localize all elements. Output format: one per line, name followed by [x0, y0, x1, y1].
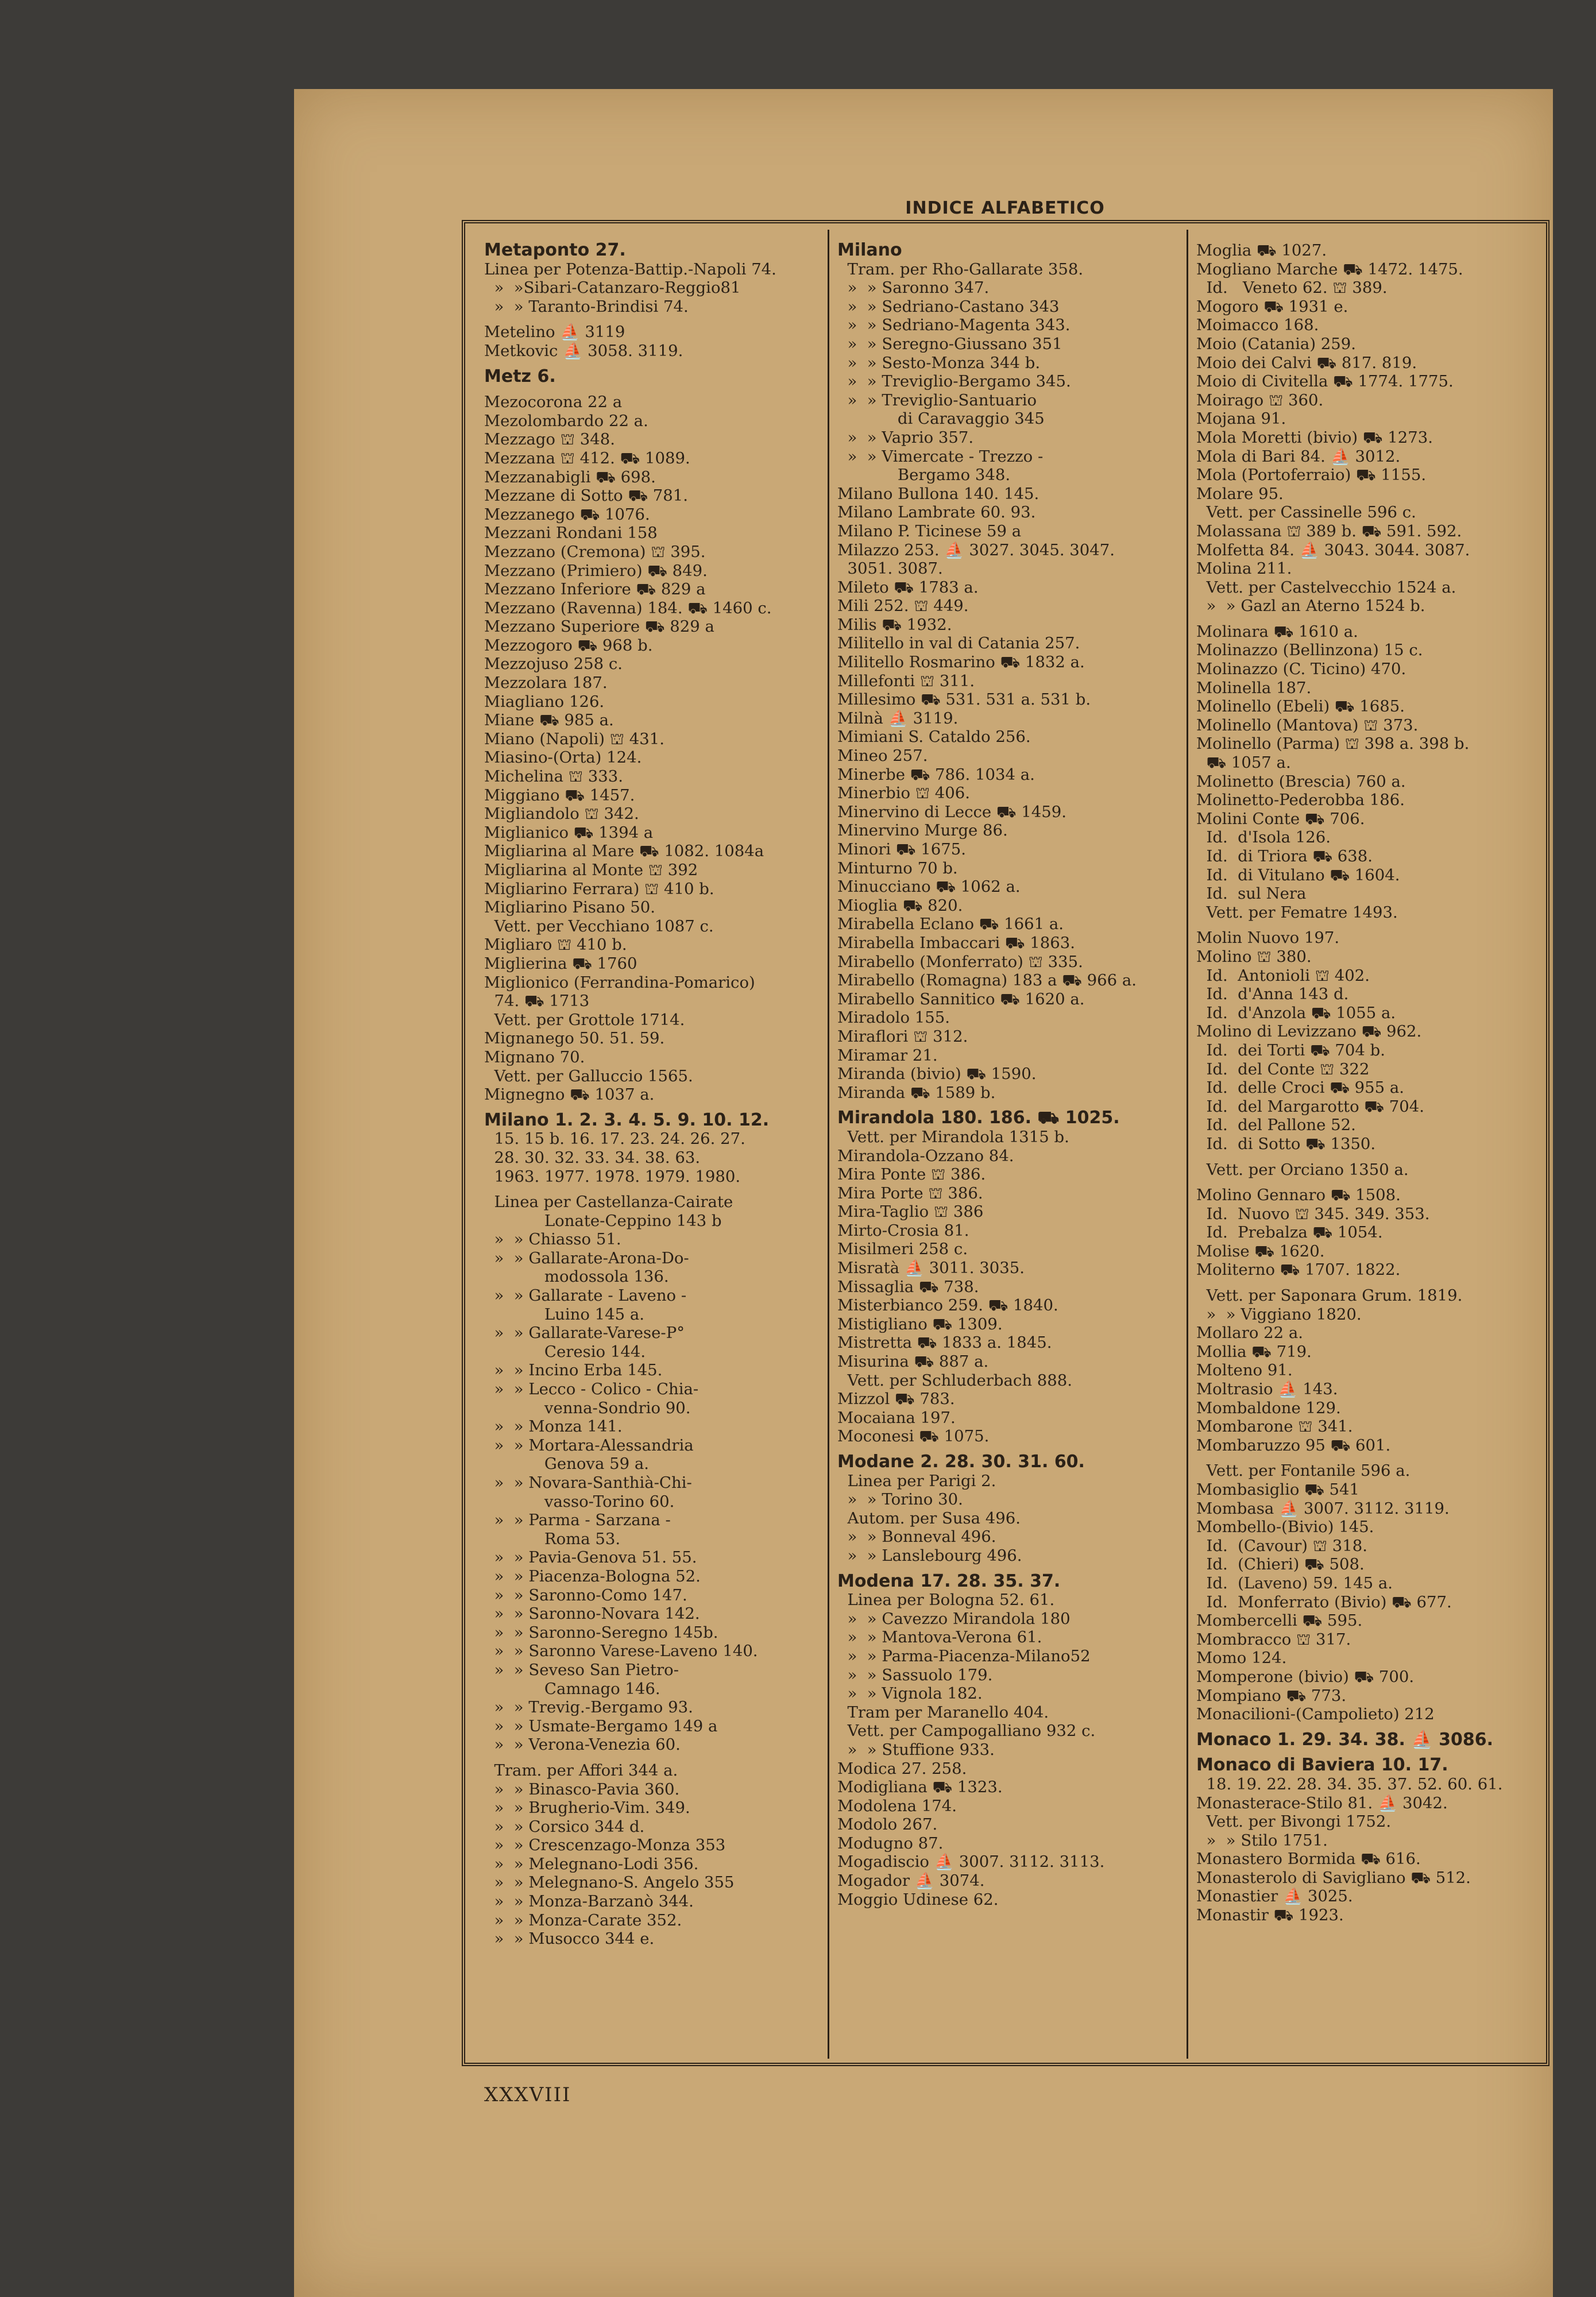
index-entry: Miglianico ⛟ 1394 a [484, 823, 654, 842]
index-heading: Modane 2. 28. 30. 31. 60. [837, 1452, 1085, 1472]
index-entry: Militello in val di Catania 257. [837, 634, 1080, 653]
index-entry: Id. Nuovo ⛫ 345. 349. 353. [1196, 1204, 1430, 1223]
index-entry: Molinara ⛟ 1610 a. [1196, 622, 1358, 641]
index-entry: » » Seveso San Pietro- [484, 1660, 679, 1679]
index-entry: Mombello-(Bivio) 145. [1196, 1518, 1374, 1537]
index-heading: Metaponto 27. [484, 241, 626, 260]
index-entry: Miranda (bivio) ⛟ 1590. [837, 1065, 1037, 1084]
index-entry: Lonate-Ceppino 143 b [484, 1211, 722, 1230]
index-entry: Miramar 21. [837, 1046, 938, 1065]
index-entry: Mira Porte ⛫ 386. [837, 1184, 983, 1202]
index-entry: Milnà ⛵ 3119. [837, 709, 959, 728]
index-entry: Mola (Portoferraio) ⛟ 1155. [1196, 466, 1427, 485]
index-heading: Mirandola 180. 186. ⛟ 1025. [837, 1108, 1120, 1128]
index-heading: Metz 6. [484, 366, 556, 386]
index-entry: » » Binasco-Pavia 360. [484, 1780, 680, 1799]
index-entry: Molinello (Mantova) ⛫ 373. [1196, 716, 1419, 734]
index-entry: Minerbe ⛟ 786. 1034 a. [837, 765, 1035, 784]
index-entry: Linea per Potenza-Battip.-Napoli 74. [484, 260, 776, 279]
index-entry: 15. 15 b. 16. 17. 23. 24. 26. 27. [484, 1130, 745, 1148]
index-entry: Mezocorona 22 a [484, 393, 623, 412]
index-entry: Moliterno ⛟ 1707. 1822. [1196, 1260, 1401, 1279]
index-entry: Miane ⛟ 985 a. [484, 711, 614, 730]
index-entry: » »Sibari-Catanzaro-Reggio81 [484, 279, 741, 297]
index-column-1 [484, 241, 820, 2056]
index-entry: Id. delle Croci ⛟ 955 a. [1196, 1078, 1405, 1097]
index-entry: Mira Ponte ⛫ 386. [837, 1165, 986, 1184]
index-entry: Tram. per Affori 344 a. [484, 1761, 678, 1780]
index-entry: » » Mortara-Alessandria [484, 1436, 694, 1455]
index-entry: Mioglia ⛟ 820. [837, 896, 963, 915]
index-entry: Id. del Margarotto ⛟ 704. [1196, 1097, 1424, 1116]
index-entry: Metelino ⛵ 3119 [484, 323, 625, 342]
index-entry: Mombasiglio ⛟ 541 [1196, 1480, 1360, 1499]
index-entry: Molfetta 84. ⛵ 3043. 3044. 3087. [1196, 540, 1470, 559]
index-entry: » » Saronno-Como 147. [484, 1586, 687, 1604]
index-entry: » » Novara-Santhià-Chi- [484, 1474, 692, 1492]
index-entry: Tram. per Rho-Gallarate 358. [837, 260, 1084, 279]
index-entry: Migliarina al Mare ⛟ 1082. 1084a [484, 842, 764, 861]
index-entry: Vett. per Galluccio 1565. [484, 1066, 693, 1085]
index-entry: Molin Nuovo 197. [1196, 929, 1340, 948]
index-entry: Moio (Catania) 259. [1196, 334, 1357, 353]
index-entry: Mompiano ⛟ 773. [1196, 1686, 1347, 1705]
index-entry: » » Corsico 344 d. [484, 1817, 645, 1836]
index-entry: Metkovic ⛵ 3058. 3119. [484, 341, 683, 360]
index-entry: 74. ⛟ 1713 [484, 992, 590, 1011]
index-entry: » » Taranto-Brindisi 74. [484, 297, 689, 316]
index-entry: Id. d'Anna 143 d. [1196, 985, 1349, 1004]
index-entry: Minervino Murge 86. [837, 821, 1008, 840]
index-entry: Molino ⛫ 380. [1196, 947, 1312, 966]
index-entry: Molinetto (Brescia) 760 a. [1196, 772, 1406, 791]
index-entry: Mezolombardo 22 a. [484, 411, 648, 430]
index-entry: Vett. per Saponara Grum. 1819. [1196, 1286, 1463, 1305]
index-entry: Miranda ⛟ 1589 b. [837, 1083, 996, 1102]
index-entry: » » Seregno-Giussano 351 [837, 334, 1062, 353]
index-entry: Migliarino Pisano 50. [484, 898, 656, 917]
index-entry: Mombasa ⛵ 3007. 3112. 3119. [1196, 1499, 1450, 1518]
index-entry: Monacilioni-(Campolieto) 212 [1196, 1705, 1435, 1724]
index-entry: Miglierina ⛟ 1760 [484, 954, 637, 973]
index-entry: Bergamo 348. [837, 466, 1011, 485]
index-entry: Mirabello (Monferrato) ⛫ 335. [837, 952, 1083, 971]
index-entry: » » Trevig.-Bergamo 93. [484, 1698, 693, 1717]
index-entry: Id. Monferrato (Bivio) ⛟ 677. [1196, 1592, 1452, 1611]
index-entry: Molteno 91. [1196, 1361, 1293, 1380]
index-entry: Id. Prebalza ⛟ 1054. [1196, 1223, 1383, 1242]
index-entry: Mezzago ⛫ 348. [484, 430, 615, 449]
index-entry: » » Saronno 347. [837, 279, 990, 297]
index-entry: » » Piacenza-Bologna 52. [484, 1567, 701, 1586]
index-entry: » » Sedriano-Castano 343 [837, 297, 1060, 316]
index-entry: Modica 27. 258. [837, 1759, 967, 1778]
index-entry: Miagliano 126. [484, 692, 605, 711]
index-entry: Mili 252. ⛫ 449. [837, 597, 969, 616]
index-heading: Milano [837, 241, 902, 260]
index-entry: » » Saronno Varese-Laveno 140. [484, 1642, 758, 1661]
index-entry: Mezzani Rondani 158 [484, 524, 658, 543]
index-entry: Miano (Napoli) ⛫ 431. [484, 729, 665, 748]
index-entry: » » Monza-Carate 352. [484, 1911, 682, 1929]
index-entry: Molinazzo (Bellinzona) 15 c. [1196, 641, 1423, 660]
page-number: XXXVIII [484, 2083, 571, 2106]
index-entry: Mollaro 22 a. [1196, 1324, 1304, 1343]
index-entry: Modugno 87. [837, 1834, 944, 1853]
index-entry: Molinella 187. [1196, 678, 1312, 697]
index-entry: Mezzane di Sotto ⛟ 781. [484, 486, 689, 505]
index-entry: Linea per Castellanza-Cairate [484, 1193, 733, 1212]
index-entry: Minerbio ⛫ 406. [837, 784, 971, 803]
index-entry: Moggio Udinese 62. [837, 1890, 999, 1909]
index-entry: » » Vimercate - Trezzo - [837, 447, 1044, 466]
index-entry: » » Sedriano-Magenta 343. [837, 316, 1071, 335]
index-entry: Modolena 174. [837, 1796, 957, 1815]
index-entry: Migliarino Ferrara) ⛫ 410 b. [484, 879, 714, 898]
index-entry: Vett. per Bivongi 1752. [1196, 1812, 1392, 1831]
index-entry: Mimiani S. Cataldo 256. [837, 728, 1031, 747]
index-entry: Vett. per Cassinelle 596 c. [1196, 503, 1416, 522]
index-entry: Mirabella Imbaccari ⛟ 1863. [837, 933, 1075, 952]
index-entry: Id. d'Anzola ⛟ 1055 a. [1196, 1003, 1396, 1022]
index-entry: » » Melegnano-Lodi 356. [484, 1854, 699, 1873]
index-entry: Miggiano ⛟ 1457. [484, 786, 635, 805]
index-entry: » » Parma - Sarzana - [484, 1511, 671, 1530]
index-entry: Moio di Civitella ⛟ 1774. 1775. [1196, 372, 1454, 391]
index-entry: Mirandola-Ozzano 84. [837, 1146, 1014, 1165]
index-entry: Monastier ⛵ 3025. [1196, 1887, 1353, 1906]
index-entry: Molinello (Parma) ⛫ 398 a. 398 b. [1196, 734, 1470, 753]
index-entry: » » Gallarate-Arona-Do- [484, 1248, 689, 1267]
index-entry: Mirabello Sannitico ⛟ 1620 a. [837, 989, 1085, 1008]
index-entry: Mogador ⛵ 3074. [837, 1871, 985, 1890]
index-entry: » » Brugherio-Vim. 349. [484, 1799, 690, 1818]
index-entry: » » Usmate-Bergamo 149 a [484, 1716, 718, 1735]
index-entry: » » Treviglio-Santuario [837, 390, 1037, 409]
index-entry: Miglionico (Ferrandina-Pomarico) [484, 973, 755, 992]
index-entry: Id. Veneto 62. ⛫ 389. [1196, 279, 1388, 297]
index-entry: Roma 53. [484, 1529, 621, 1548]
index-entry: Id. (Cavour) ⛫ 318. [1196, 1536, 1368, 1555]
index-entry: Minucciano ⛟ 1062 a. [837, 877, 1021, 896]
index-heading: Milano 1. 2. 3. 4. 5. 9. 10. 12. [484, 1109, 770, 1130]
index-entry: Migliarina al Monte ⛫ 392 [484, 861, 698, 879]
index-entry: Mileto ⛟ 1783 a. [837, 578, 979, 597]
index-entry: Vett. per Castelvecchio 1524 a. [1196, 578, 1456, 597]
index-entry: Mocaiana 197. [837, 1408, 956, 1427]
index-entry: Mezzano (Ravenna) 184. ⛟ 1460 c. [484, 598, 772, 617]
index-entry: Id. d'Isola 126. [1196, 828, 1331, 847]
index-entry: » » Musocco 344 e. [484, 1929, 655, 1948]
index-entry: » » Gazl an Aterno 1524 b. [1196, 597, 1425, 616]
index-entry: » » Monza-Barzanò 344. [484, 1892, 694, 1911]
index-entry: Molino Gennaro ⛟ 1508. [1196, 1186, 1401, 1205]
column-separator [1187, 230, 1188, 2059]
index-entry: Molise ⛟ 1620. [1196, 1242, 1325, 1260]
index-entry: Monastero Bormida ⛟ 616. [1196, 1850, 1421, 1869]
index-entry: Mola Moretti (bivio) ⛟ 1273. [1196, 428, 1433, 447]
index-entry: Migliandolo ⛫ 342. [484, 805, 639, 823]
index-entry: Id. dei Torti ⛟ 704 b. [1196, 1041, 1385, 1059]
index-entry: Millesimo ⛟ 531. 531 a. 531 b. [837, 690, 1091, 709]
index-entry: Linea per Parigi 2. [837, 1471, 996, 1490]
index-entry: Miasino-(Orta) 124. [484, 748, 642, 767]
index-entry: » » Chiasso 51. [484, 1230, 621, 1249]
index-entry: Missaglia ⛟ 738. [837, 1277, 979, 1296]
index-entry: Mezzano (Primiero) ⛟ 849. [484, 561, 708, 580]
index-entry: Misratà ⛵ 3011. 3035. [837, 1259, 1025, 1278]
column-separator [828, 230, 829, 2059]
index-entry: Vett. per Fontanile 596 a. [1196, 1461, 1410, 1480]
index-entry: Mezzana ⛫ 412. ⛟ 1089. [484, 448, 690, 467]
index-entry: Genova 59 a. [484, 1455, 649, 1474]
index-entry: » » Saronno-Novara 142. [484, 1604, 700, 1623]
index-entry: Misilmeri 258 c. [837, 1240, 968, 1259]
index-entry: Vett. per Mirandola 1315 b. [837, 1127, 1069, 1146]
index-entry: Moglia ⛟ 1027. [1196, 241, 1327, 260]
index-entry: Mira-Taglio ⛫ 386 [837, 1202, 984, 1221]
index-entry: Linea per Bologna 52. 61. [837, 1591, 1055, 1610]
index-entry: » » Mantova-Verona 61. [837, 1628, 1042, 1647]
index-entry: Mogliano Marche ⛟ 1472. 1475. [1196, 260, 1463, 279]
index-entry: Mombercelli ⛟ 595. [1196, 1611, 1363, 1630]
index-entry: Id. del Conte ⛫ 322 [1196, 1059, 1370, 1078]
index-entry: Mezzanego ⛟ 1076. [484, 505, 650, 524]
index-entry: Molare 95. [1196, 484, 1284, 503]
index-entry: Mignegno ⛟ 1037 a. [484, 1085, 655, 1104]
index-entry: » » Sassuolo 179. [837, 1665, 993, 1684]
index-entry: Mojana 91. [1196, 409, 1286, 428]
index-entry: Moimacco 168. [1196, 316, 1319, 335]
index-entry: » » Verona-Venezia 60. [484, 1735, 681, 1754]
index-entry: Vett. per Orciano 1350 a. [1196, 1160, 1409, 1179]
index-entry: Mezzano (Cremona) ⛫ 395. [484, 542, 706, 561]
index-entry: Moconesi ⛟ 1075. [837, 1427, 990, 1446]
index-entry: Mezzano Superiore ⛟ 829 a [484, 617, 714, 636]
index-entry: Migliaro ⛫ 410 b. [484, 935, 627, 954]
index-entry: Mollia ⛟ 719. [1196, 1342, 1312, 1361]
index-entry: Miradolo 155. [837, 1008, 950, 1027]
index-heading: Monaco di Baviera 10. 17. [1196, 1755, 1448, 1776]
index-entry: di Caravaggio 345 [837, 409, 1045, 428]
index-heading: Modena 17. 28. 35. 37. [837, 1571, 1061, 1591]
index-entry: vasso-Torino 60. [484, 1492, 675, 1511]
index-entry: Molina 211. [1196, 559, 1292, 578]
index-entry: Ceresio 144. [484, 1342, 646, 1361]
index-entry: Monasterolo di Savigliano ⛟ 512. [1196, 1868, 1471, 1887]
index-entry: Millefonti ⛫ 311. [837, 671, 975, 690]
index-entry: Mombaruzzo 95 ⛟ 601. [1196, 1436, 1391, 1455]
index-entry: Camnago 146. [484, 1679, 660, 1698]
index-entry: Mombracco ⛫ 317. [1196, 1630, 1351, 1649]
index-entry: » » Stilo 1751. [1196, 1831, 1328, 1850]
index-entry: Id. Antonioli ⛫ 402. [1196, 966, 1370, 985]
index-entry: » » Gallarate-Varese-P° [484, 1324, 685, 1343]
index-entry: 1963. 1977. 1978. 1979. 1980. [484, 1167, 741, 1186]
index-entry: Molassana ⛫ 389 b. ⛟ 591. 592. [1196, 521, 1462, 540]
index-entry: » » Gallarate - Laveno - [484, 1286, 687, 1305]
index-entry: 3051. 3087. [837, 559, 943, 578]
index-entry: Mogoro ⛟ 1931 e. [1196, 297, 1348, 316]
index-entry: Mistigliano ⛟ 1309. [837, 1314, 1003, 1333]
index-entry: » » Lanslebourg 496. [837, 1546, 1022, 1565]
index-entry: Milano Lambrate 60. 93. [837, 503, 1036, 522]
index-entry: Milano Bullona 140. 145. [837, 484, 1039, 503]
page-header: INDICE ALFABETICO [905, 198, 1105, 218]
index-entry: Mizzol ⛟ 783. [837, 1390, 955, 1409]
index-entry: Milis ⛟ 1932. [837, 615, 952, 634]
index-entry: ⛟ 1057 a. [1196, 753, 1291, 772]
index-entry: » » Vignola 182. [837, 1684, 983, 1703]
index-entry: Mirto-Crosia 81. [837, 1221, 969, 1240]
index-entry: Moirago ⛫ 360. [1196, 390, 1324, 409]
index-column-2 [837, 241, 1176, 2056]
index-entry: Id. di Vitulano ⛟ 1604. [1196, 865, 1400, 884]
index-entry: » » Sesto-Monza 344 b. [837, 353, 1041, 372]
index-entry: Mignano 70. [484, 1047, 585, 1066]
index-entry: Michelina ⛫ 333. [484, 767, 624, 786]
index-entry: Id. del Pallone 52. [1196, 1116, 1356, 1135]
index-entry: Mezzanabigli ⛟ 698. [484, 467, 656, 486]
index-entry: Vett. per Vecchiano 1087 c. [484, 917, 714, 935]
index-entry: Mirabella Eclano ⛟ 1661 a. [837, 915, 1064, 934]
index-entry: Modigliana ⛟ 1323. [837, 1778, 1003, 1797]
index-entry: Id. (Laveno) 59. 145 a. [1196, 1573, 1393, 1592]
index-entry: » » Parma-Piacenza-Milano52 [837, 1646, 1091, 1665]
index-entry: » » Treviglio-Bergamo 345. [837, 372, 1071, 391]
index-entry: » » Lecco - Colico - Chia- [484, 1380, 699, 1399]
index-entry: Molinello (Ebeli) ⛟ 1685. [1196, 697, 1405, 716]
index-entry: » » Vaprio 357. [837, 428, 974, 447]
index-entry: Mirabello (Romagna) 183 a ⛟ 966 a. [837, 971, 1137, 990]
index-entry: Id. sul Nera [1196, 884, 1307, 903]
index-entry: Molino di Levizzano ⛟ 962. [1196, 1022, 1422, 1041]
index-entry: Monastir ⛟ 1923. [1196, 1906, 1344, 1925]
index-entry: modossola 136. [484, 1267, 669, 1286]
index-entry: » » Cavezzo Mirandola 180 [837, 1609, 1071, 1628]
index-entry: Misurina ⛟ 887 a. [837, 1352, 989, 1371]
index-entry: Mola di Bari 84. ⛵ 3012. [1196, 447, 1401, 466]
index-entry: Mombaldone 129. [1196, 1398, 1341, 1417]
index-entry: Minori ⛟ 1675. [837, 840, 966, 859]
index-entry: Modolo 267. [837, 1815, 938, 1834]
index-entry: Minturno 70 b. [837, 859, 958, 877]
index-entry: 18. 19. 22. 28. 34. 35. 37. 52. 60. 61. [1196, 1774, 1503, 1793]
index-entry: Molinazzo (C. Ticino) 470. [1196, 660, 1406, 679]
index-entry: Mezzojuso 258 c. [484, 655, 623, 674]
index-entry: Mogadiscio ⛵ 3007. 3112. 3113. [837, 1853, 1105, 1871]
index-entry: Autom. per Susa 496. [837, 1509, 1021, 1528]
index-entry: Molinetto-Pederobba 186. [1196, 791, 1405, 810]
index-entry: Mombarone ⛫ 341. [1196, 1417, 1353, 1436]
index-entry: Mistretta ⛟ 1833 a. 1845. [837, 1333, 1052, 1352]
index-entry: » » Bonneval 496. [837, 1528, 996, 1546]
index-entry: Id. di Triora ⛟ 638. [1196, 847, 1373, 865]
index-entry: » » Torino 30. [837, 1490, 963, 1509]
index-entry: Moltrasio ⛵ 143. [1196, 1380, 1338, 1399]
index-entry: Id. di Sotto ⛟ 1350. [1196, 1134, 1376, 1153]
index-entry: Milano P. Ticinese 59 a [837, 521, 1022, 540]
index-entry: » » Crescenzago-Monza 353 [484, 1836, 726, 1855]
index-entry: » » Melegnano-S. Angelo 355 [484, 1873, 735, 1892]
index-entry: Tram per Maranello 404. [837, 1703, 1049, 1722]
index-entry: Mineo 257. [837, 747, 928, 765]
index-entry: Mezzano Inferiore ⛟ 829 a [484, 580, 706, 599]
index-entry: Momperone (bivio) ⛟ 700. [1196, 1667, 1415, 1686]
index-entry: Miraflori ⛫ 312. [837, 1027, 968, 1046]
index-entry: » » Monza 141. [484, 1417, 623, 1436]
index-entry: Vett. per Grottole 1714. [484, 1010, 685, 1029]
index-entry: Moio dei Calvi ⛟ 817. 819. [1196, 353, 1417, 372]
index-entry: » » Saronno-Seregno 145b. [484, 1623, 718, 1642]
index-entry: Militello Rosmarino ⛟ 1832 a. [837, 653, 1085, 672]
index-entry: » » Incino Erba 145. [484, 1361, 663, 1380]
index-entry: » » Stuffione 933. [837, 1740, 995, 1759]
index-entry: venna-Sondrio 90. [484, 1398, 691, 1417]
index-entry: Momo 124. [1196, 1649, 1287, 1668]
index-entry: Vett. per Campogalliano 932 c. [837, 1722, 1096, 1741]
index-entry: Mezzogoro ⛟ 968 b. [484, 636, 653, 655]
index-entry: Molini Conte ⛟ 706. [1196, 809, 1365, 828]
index-entry: Mignanego 50. 51. 59. [484, 1029, 665, 1048]
index-entry: » » Viggiano 1820. [1196, 1305, 1362, 1324]
index-entry: Monasterace-Stilo 81. ⛵ 3042. [1196, 1793, 1448, 1812]
index-entry: » » Pavia-Genova 51. 55. [484, 1548, 697, 1567]
index-entry: Luino 145 a. [484, 1305, 645, 1324]
index-entry: Vett. per Fematre 1493. [1196, 903, 1398, 922]
index-entry: Mezzolara 187. [484, 674, 608, 693]
index-entry: Milazzo 253. ⛵ 3027. 3045. 3047. [837, 540, 1115, 559]
index-heading: Monaco 1. 29. 34. 38. ⛵ 3086. [1196, 1729, 1494, 1750]
index-entry: 28. 30. 32. 33. 34. 38. 63. [484, 1148, 701, 1167]
index-entry: Misterbianco 259. ⛟ 1840. [837, 1296, 1058, 1315]
index-entry: Minervino di Lecce ⛟ 1459. [837, 802, 1066, 821]
index-entry: Vett. per Schluderbach 888. [837, 1371, 1073, 1390]
index-entry: Id. (Chieri) ⛟ 508. [1196, 1555, 1365, 1574]
index-column-3 [1196, 241, 1535, 2056]
